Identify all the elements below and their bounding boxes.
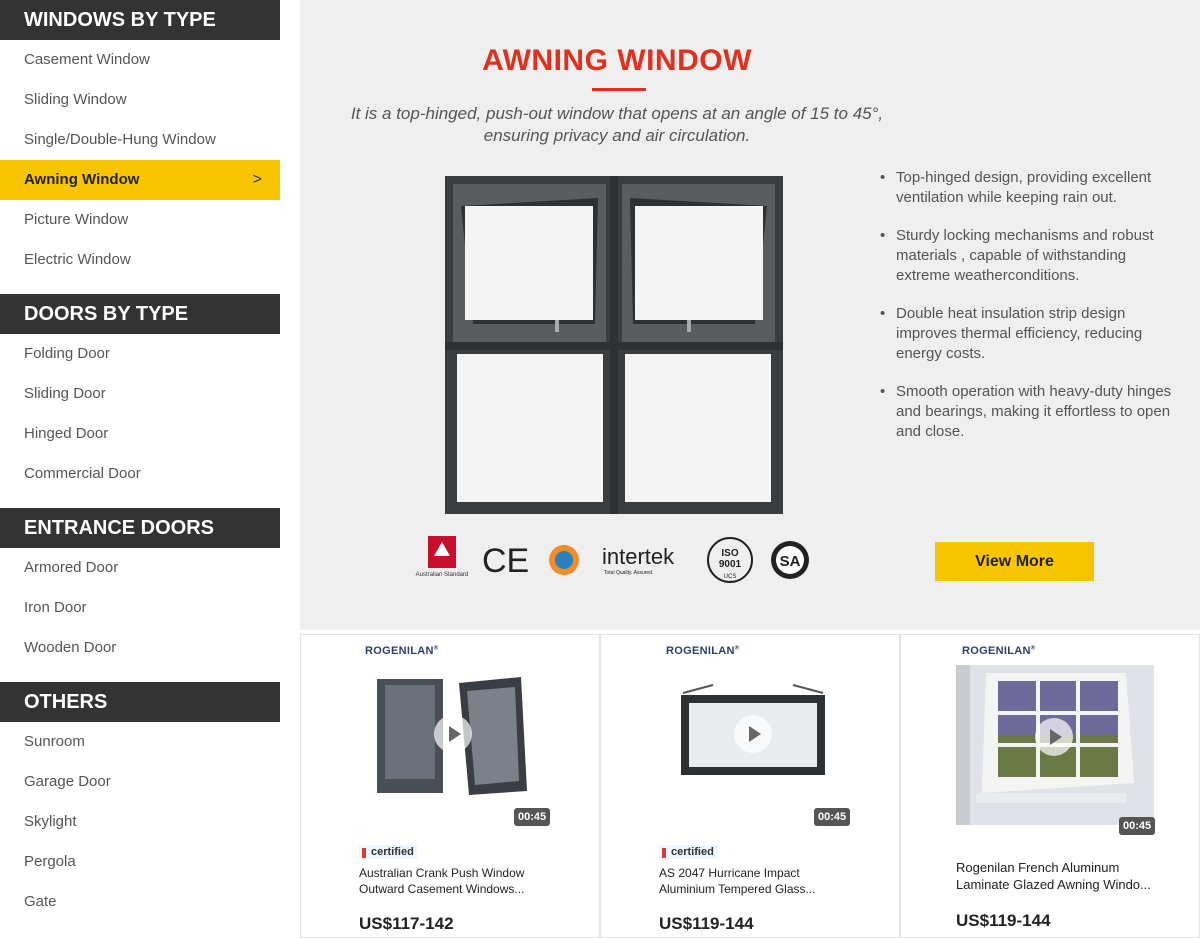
hero-subtitle: It is a top-hinged, push-out window that opens at an angle of 15 to 45°, ensuring privacy and air circulation. — [350, 104, 884, 145]
play-icon[interactable] — [1035, 718, 1073, 756]
feature-item: • Smooth operation with heavy-duty hinges and bearings, making it effortless to open and close. — [880, 382, 1180, 442]
sidebar-item-sunroom[interactable]: Sunroom — [24, 733, 85, 750]
svg-text:SA: SA — [779, 553, 801, 570]
sidebar-item-pergola[interactable]: Pergola — [24, 853, 76, 870]
feature-item: • Top-hinged design, providing excellent ventilation while keeping rain out. — [880, 168, 1180, 208]
svg-text:ISO: ISO — [721, 548, 739, 559]
certified-badge: certified — [359, 845, 417, 859]
title-underline — [592, 88, 646, 91]
sidebar-item-folding-door[interactable]: Folding Door — [24, 345, 110, 362]
product-carousel — [300, 634, 1200, 938]
sidebar-item-armored-door[interactable]: Armored Door — [24, 559, 119, 576]
australian-standard-logo — [416, 536, 469, 578]
feature-item: • Sturdy locking mechanisms and robust materials , capable of withstanding extreme weatherconditions. — [880, 226, 1180, 286]
page-title: AWNING WINDOW — [482, 44, 752, 77]
intertek-logo — [602, 544, 675, 576]
video-duration: 00:45 — [814, 808, 850, 826]
product-title[interactable]: Rogenilan French Aluminum Laminate Glazed Awning Windo... — [956, 860, 1151, 892]
sidebar-item-hinged-door[interactable]: Hinged Door — [24, 425, 109, 442]
nfrc-logo — [549, 545, 579, 575]
product-title[interactable]: AS 2047 Hurricane Impact Aluminium Tempered Glass... — [659, 866, 816, 896]
svg-text:Total Quality. Assured.: Total Quality. Assured. — [604, 570, 654, 576]
product-card[interactable] — [300, 634, 600, 938]
feature-item: • Double heat insulation strip design improves thermal efficiency, reducing energy costs. — [880, 304, 1180, 364]
ce-logo — [482, 542, 529, 580]
product-card[interactable] — [600, 634, 900, 938]
product-card[interactable] — [900, 634, 1200, 938]
sidebar-item-iron-door[interactable]: Iron Door — [24, 599, 87, 616]
section-heading-others: OTHERS — [0, 682, 280, 722]
svg-text:CE: CE — [482, 542, 530, 580]
product-hero — [300, 0, 1200, 630]
section-heading-doors: DOORS BY TYPE — [0, 294, 280, 334]
sidebar-item-commercial-door[interactable]: Commercial Door — [24, 465, 141, 482]
certification-logos — [415, 534, 822, 590]
brand-logo: ROGENILAN® — [666, 645, 740, 657]
chevron-right-icon: > — [252, 171, 262, 188]
sidebar-item-sliding-window[interactable]: Sliding Window — [24, 91, 127, 108]
section-heading-entrance-doors: ENTRANCE DOORS — [0, 508, 280, 548]
svg-text:Australian Standard: Australian Standard — [415, 572, 469, 578]
sidebar-item-sliding-door[interactable]: Sliding Door — [24, 385, 106, 402]
brand-logo: ROGENILAN® — [962, 645, 1036, 657]
brand-logo: ROGENILAN® — [365, 645, 439, 657]
sidebar-item-wooden-door[interactable]: Wooden Door — [24, 639, 117, 656]
product-price: US$119-144 — [659, 914, 754, 933]
awning-window-image — [445, 176, 783, 514]
sidebar-item-skylight[interactable]: Skylight — [24, 813, 77, 830]
sidebar-item-electric-window[interactable]: Electric Window — [24, 251, 131, 268]
certified-badge: certified — [659, 845, 717, 859]
sidebar-item-picture-window[interactable]: Picture Window — [24, 211, 129, 228]
csa-logo — [771, 541, 809, 579]
sidebar-item-casement-window[interactable]: Casement Window — [24, 51, 150, 68]
view-more-button[interactable]: View More — [935, 542, 1094, 581]
svg-text:9001: 9001 — [718, 559, 742, 570]
iso-9001-logo — [708, 538, 752, 582]
category-sidebar — [0, 0, 280, 938]
product-price: US$119-144 — [956, 911, 1051, 930]
sidebar-item-awning-window[interactable] — [0, 160, 280, 200]
video-duration: 00:45 — [1119, 817, 1155, 835]
play-icon[interactable] — [734, 715, 772, 753]
feature-list — [880, 168, 1180, 460]
play-icon[interactable] — [434, 715, 472, 753]
product-price: US$117-142 — [359, 914, 454, 933]
sidebar-item-gate[interactable]: Gate — [24, 893, 57, 910]
sidebar-item-single-double-hung-window[interactable]: Single/Double-Hung Window — [24, 131, 216, 148]
section-heading-windows: WINDOWS BY TYPE — [0, 0, 280, 40]
product-title[interactable]: Australian Crank Push Window Outward Casement Windows... — [359, 866, 525, 896]
svg-text:intertek: intertek — [602, 544, 675, 569]
sidebar-item-garage-door[interactable]: Garage Door — [24, 773, 111, 790]
svg-text:UCS: UCS — [723, 574, 737, 580]
sidebar-item-label: Awning Window — [24, 171, 140, 188]
video-duration: 00:45 — [514, 808, 550, 826]
